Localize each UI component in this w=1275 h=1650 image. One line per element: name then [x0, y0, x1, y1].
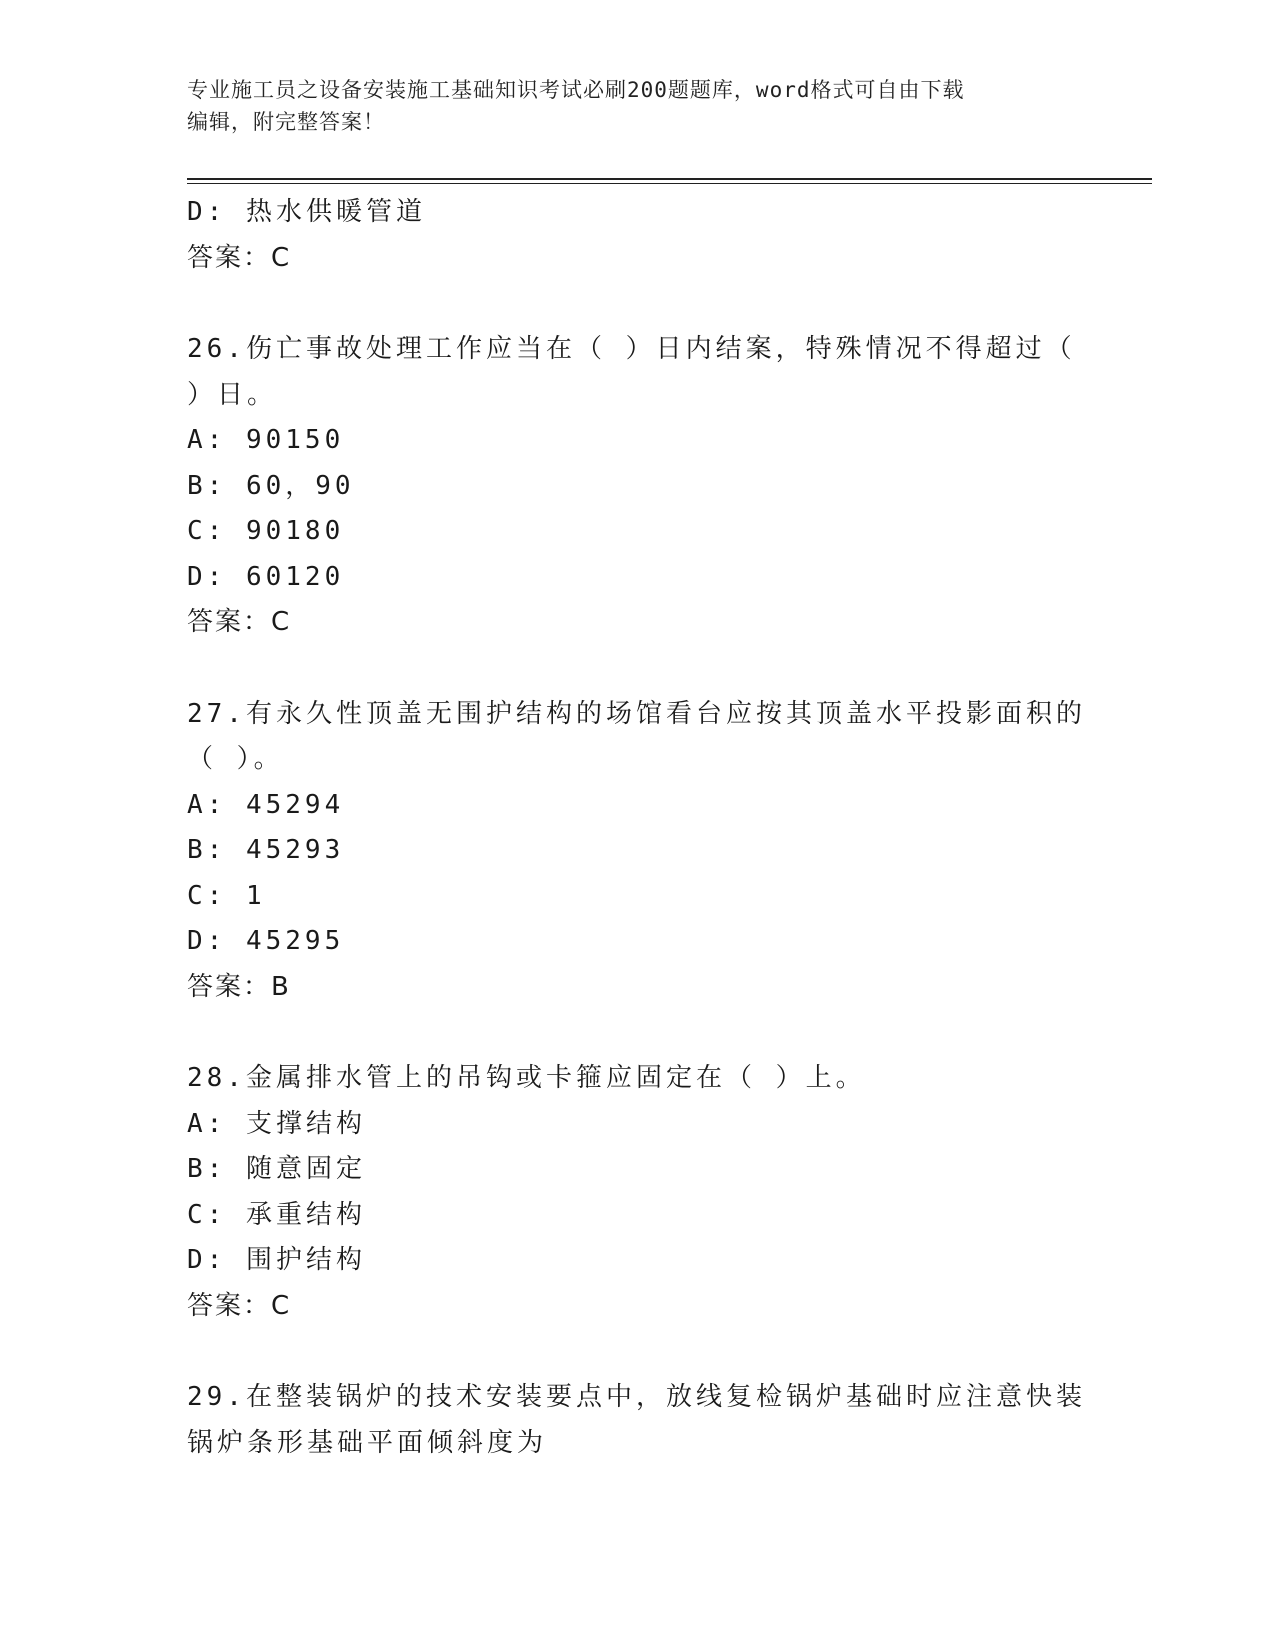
question-block-26 — [187, 327, 1087, 646]
option-a — [187, 1102, 1087, 1148]
question-text: 28.金属排水管上的吊钩或卡箍应固定在（ ）上。 — [187, 1063, 866, 1093]
question-text: 27.有永久性顶盖无围护结构的场馆看台应按其顶盖水平投影面积的（ ）。 — [187, 698, 1086, 774]
option-text: 45295 — [245, 926, 345, 956]
option-letter: D: — [187, 926, 227, 956]
option-a — [187, 418, 1087, 464]
option-text: 随意固定 — [245, 1154, 366, 1184]
option-text: 围护结构 — [245, 1245, 366, 1275]
question-text: 29.在整装锅炉的技术安装要点中，放线复检锅炉基础时应注意快装锅炉条形基础平面倾斜度为 — [187, 1382, 1086, 1458]
spacer — [187, 281, 1087, 327]
spacer — [187, 1010, 1087, 1056]
option-letter: A: — [187, 789, 227, 820]
option-d — [187, 919, 1087, 965]
option-text: 90180 — [245, 516, 345, 546]
header-divider — [187, 178, 1152, 180]
option-letter: B: — [187, 835, 227, 865]
option-text: 90150 — [245, 425, 345, 455]
option-letter: C: — [187, 880, 227, 911]
option-b — [187, 1147, 1087, 1193]
question-block-25 — [187, 190, 1087, 281]
question-block-29 — [187, 1375, 1087, 1466]
header-title-line-1: 专业施工员之设备安装施工基础知识考试必刷200题题库，word格式可自由下载 — [187, 78, 965, 102]
option-a — [187, 783, 1087, 829]
option-letter: B: — [187, 470, 227, 501]
option-b — [187, 464, 1087, 510]
option-text: 1 — [245, 880, 266, 911]
document-header — [187, 74, 1087, 138]
option-text: 60120 — [245, 561, 345, 592]
answer-line: 答案：B — [187, 971, 291, 1002]
option-letter: D: — [187, 561, 227, 592]
option-letter: C: — [187, 1199, 227, 1230]
spacer — [187, 646, 1087, 692]
option-c — [187, 874, 1087, 920]
option-letter: D: — [187, 197, 227, 227]
spacer — [187, 1329, 1087, 1375]
option-letter: B: — [187, 1154, 227, 1184]
option-d — [187, 555, 1087, 601]
option-text: 承重结构 — [245, 1199, 366, 1230]
option-c — [187, 509, 1087, 555]
header-title-line-2: 编辑，附完整答案！ — [187, 110, 385, 134]
question-block-28 — [187, 1056, 1087, 1329]
option-text: 45294 — [245, 789, 345, 820]
option-c — [187, 1193, 1087, 1239]
question-text: 26.伤亡事故处理工作应当在（ ）日内结案，特殊情况不得超过（ ）日。 — [187, 334, 1076, 410]
answer-line: 答案：C — [187, 242, 292, 273]
option-d — [187, 190, 1087, 236]
header-divider-thin — [187, 183, 1152, 184]
option-text: 45293 — [245, 835, 345, 865]
option-letter: A: — [187, 425, 227, 455]
option-b — [187, 828, 1087, 874]
option-letter: A: — [187, 1108, 227, 1139]
question-block-27 — [187, 692, 1087, 1011]
option-letter: C: — [187, 516, 227, 546]
answer-line: 答案：C — [187, 607, 292, 637]
answer-line: 答案：C — [187, 1290, 292, 1321]
option-text: 热水供暖管道 — [245, 197, 426, 227]
option-letter: D: — [187, 1245, 227, 1275]
question-list — [187, 190, 1087, 1466]
option-text: 60，90 — [245, 470, 355, 501]
option-d — [187, 1238, 1087, 1284]
option-text: 支撑结构 — [245, 1108, 366, 1139]
